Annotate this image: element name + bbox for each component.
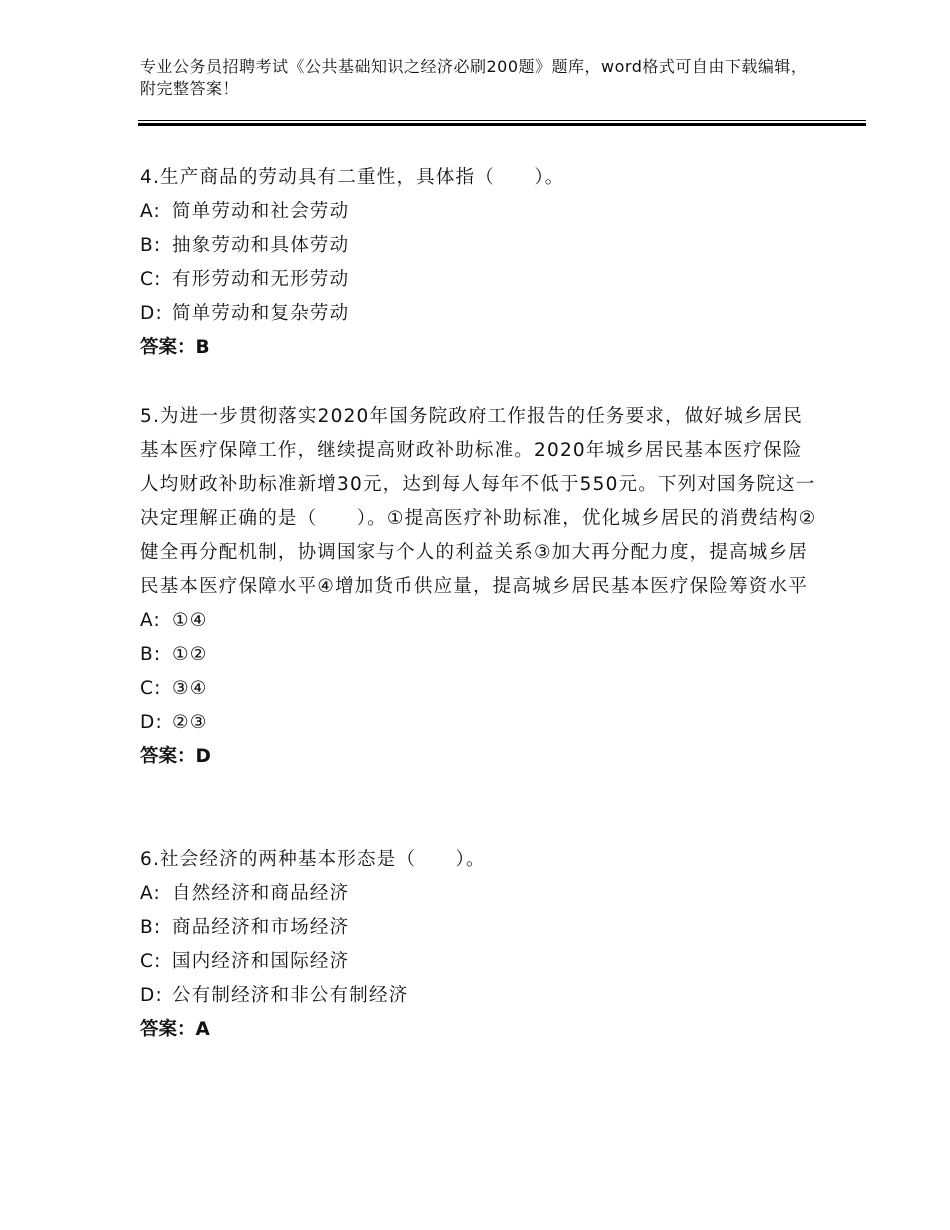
option-text: 简单劳动和社会劳动 bbox=[172, 201, 350, 222]
option-key: D: bbox=[140, 712, 163, 733]
option-key: D: bbox=[140, 985, 163, 1006]
option-text: ①④ bbox=[172, 610, 208, 631]
option-b bbox=[140, 911, 820, 945]
option-text: ②③ bbox=[172, 712, 208, 733]
option-b bbox=[140, 229, 820, 263]
answer-line: 答案：D bbox=[140, 746, 211, 767]
option-key: C: bbox=[140, 269, 162, 290]
option-text: 有形劳动和无形劳动 bbox=[172, 269, 350, 290]
option-key: C: bbox=[140, 951, 162, 972]
header-divider-thin bbox=[138, 120, 866, 121]
option-text: 国内经济和国际经济 bbox=[172, 951, 350, 972]
option-text: 抽象劳动和具体劳动 bbox=[172, 235, 350, 256]
document-header: 专业公务员招聘考试《公共基础知识之经济必刷200题》题库，word格式可自由下载编辑，附完整答案！ bbox=[140, 57, 808, 98]
option-text: ①② bbox=[172, 644, 208, 665]
question-6 bbox=[140, 843, 820, 1047]
option-c bbox=[140, 945, 820, 979]
option-text: 公有制经济和非公有制经济 bbox=[172, 985, 409, 1006]
option-b bbox=[140, 638, 820, 672]
option-d bbox=[140, 979, 820, 1013]
option-c bbox=[140, 672, 820, 706]
option-key: B: bbox=[140, 235, 162, 256]
option-key: A: bbox=[140, 610, 161, 631]
option-d bbox=[140, 706, 820, 740]
option-key: C: bbox=[140, 678, 162, 699]
option-text: 商品经济和市场经济 bbox=[172, 917, 350, 938]
question-4 bbox=[140, 161, 820, 365]
option-key: D: bbox=[140, 303, 163, 324]
question-stem: 6.社会经济的两种基本形态是（ ）。 bbox=[140, 849, 486, 870]
option-c bbox=[140, 263, 820, 297]
header-divider-thick bbox=[138, 123, 866, 126]
option-a bbox=[140, 604, 820, 638]
option-key: A: bbox=[140, 201, 161, 222]
option-text: 简单劳动和复杂劳动 bbox=[172, 303, 350, 324]
option-key: A: bbox=[140, 883, 161, 904]
option-d bbox=[140, 297, 820, 331]
answer-line: 答案：A bbox=[140, 1019, 210, 1040]
option-key: B: bbox=[140, 644, 162, 665]
question-stem: 4.生产商品的劳动具有二重性，具体指（ ）。 bbox=[140, 167, 565, 188]
option-text: ③④ bbox=[172, 678, 208, 699]
option-text: 自然经济和商品经济 bbox=[172, 883, 350, 904]
question-5 bbox=[140, 400, 820, 774]
option-key: B: bbox=[140, 917, 162, 938]
question-stem: 5.为进一步贯彻落实2020年国务院政府工作报告的任务要求，做好城乡居民基本医疗保障工作，继续提高财政补助标准。2020年城乡居民基本医疗保险人均财政补助标准新增30元，达到每人每年不低于550元。下列对国务院这一决定理解正确的是（ ）。①提高医疗补助标准，优化城乡居民的消费结构②健全再分配机制，协调国家与个人的利益关系③加大再分配力度，提高城乡居民基本医疗保障水平④增加货币供应量，提高城乡居民基本医疗保险筹资水平 bbox=[140, 406, 817, 597]
option-a bbox=[140, 877, 820, 911]
answer-line: 答案：B bbox=[140, 337, 210, 358]
option-a bbox=[140, 195, 820, 229]
